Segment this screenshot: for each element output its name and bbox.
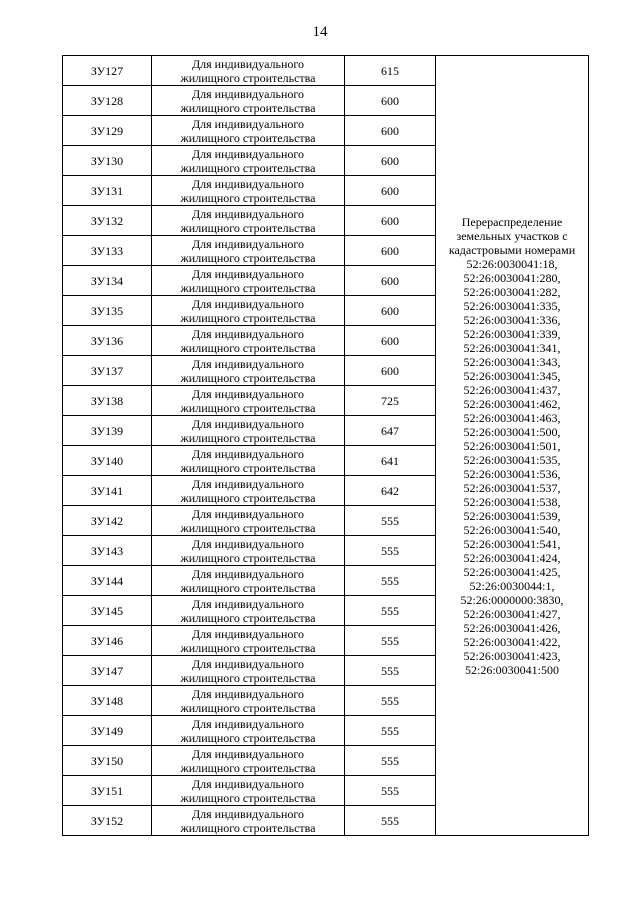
formation-method-line: 52:26:0030041:335, bbox=[463, 298, 561, 313]
area-cell: 600 bbox=[345, 326, 436, 356]
plot-code-cell: ЗУ140 bbox=[63, 446, 152, 476]
permitted-use-line: жилищного строительства bbox=[180, 760, 316, 775]
plot-code-cell: ЗУ137 bbox=[63, 356, 152, 386]
formation-method-line: 52:26:0030044:1, bbox=[469, 578, 555, 593]
permitted-use-line: Для индивидуального bbox=[191, 266, 305, 281]
area-cell: 600 bbox=[345, 236, 436, 266]
permitted-use-cell bbox=[152, 536, 345, 566]
permitted-use-line: жилищного строительства bbox=[180, 580, 316, 595]
formation-method-line: 52:26:0030041:422, bbox=[463, 634, 561, 649]
permitted-use-line: жилищного строительства bbox=[180, 490, 316, 505]
area-cell: 555 bbox=[345, 686, 436, 716]
area-cell: 555 bbox=[345, 806, 436, 836]
permitted-use-line: Для индивидуального bbox=[191, 176, 305, 191]
formation-method-line: 52:26:0030041:540, bbox=[463, 522, 561, 537]
plot-code-cell: ЗУ142 bbox=[63, 506, 152, 536]
plot-code-cell: ЗУ131 bbox=[63, 176, 152, 206]
formation-method-line: 52:26:0030041:500 bbox=[464, 662, 559, 677]
formation-method-line: кадастровыми номерами bbox=[448, 242, 576, 257]
plot-code-cell: ЗУ135 bbox=[63, 296, 152, 326]
plot-code-cell: ЗУ150 bbox=[63, 746, 152, 776]
formation-method-line: 52:26:0030041:339, bbox=[463, 326, 561, 341]
formation-method-line: 52:26:0030041:425, bbox=[463, 564, 561, 579]
area-cell: 600 bbox=[345, 146, 436, 176]
formation-method-line: 52:26:0030041:427, bbox=[463, 606, 561, 621]
permitted-use-line: Для индивидуального bbox=[191, 656, 305, 671]
permitted-use-line: жилищного строительства bbox=[180, 160, 316, 175]
formation-method-line: 52:26:0030041:501, bbox=[463, 438, 561, 453]
permitted-use-line: Для индивидуального bbox=[191, 566, 305, 581]
area-cell: 600 bbox=[345, 266, 436, 296]
permitted-use-line: Для индивидуального bbox=[191, 746, 305, 761]
permitted-use-line: жилищного строительства bbox=[180, 70, 316, 85]
permitted-use-line: жилищного строительства bbox=[180, 670, 316, 685]
permitted-use-cell bbox=[152, 656, 345, 686]
permitted-use-cell bbox=[152, 716, 345, 746]
formation-method-line: 52:26:0030041:462, bbox=[463, 396, 561, 411]
plot-code-cell: ЗУ128 bbox=[63, 86, 152, 116]
plot-code-cell: ЗУ129 bbox=[63, 116, 152, 146]
area-cell: 555 bbox=[345, 626, 436, 656]
permitted-use-line: Для индивидуального bbox=[191, 626, 305, 641]
permitted-use-cell bbox=[152, 686, 345, 716]
permitted-use-line: Для индивидуального bbox=[191, 686, 305, 701]
area-cell: 555 bbox=[345, 506, 436, 536]
formation-method-line: 52:26:0030041:538, bbox=[463, 494, 561, 509]
formation-method-line: 52:26:0030041:500, bbox=[463, 424, 561, 439]
formation-method-line: земельных участков с bbox=[456, 228, 568, 243]
area-cell: 600 bbox=[345, 356, 436, 386]
permitted-use-cell bbox=[152, 506, 345, 536]
permitted-use-line: Для индивидуального bbox=[191, 206, 305, 221]
permitted-use-cell bbox=[152, 116, 345, 146]
permitted-use-cell bbox=[152, 386, 345, 416]
permitted-use-cell bbox=[152, 326, 345, 356]
permitted-use-line: жилищного строительства bbox=[180, 250, 316, 265]
permitted-use-line: жилищного строительства bbox=[180, 340, 316, 355]
plot-code-cell: ЗУ144 bbox=[63, 566, 152, 596]
plot-code-cell: ЗУ134 bbox=[63, 266, 152, 296]
permitted-use-line: Для индивидуального bbox=[191, 776, 305, 791]
area-cell: 600 bbox=[345, 176, 436, 206]
permitted-use-cell bbox=[152, 446, 345, 476]
formation-method-line: 52:26:0030041:336, bbox=[463, 312, 561, 327]
formation-method-line: 52:26:0030041:541, bbox=[463, 536, 561, 551]
permitted-use-line: Для индивидуального bbox=[191, 146, 305, 161]
formation-method-line: 52:26:0030041:345, bbox=[463, 368, 561, 383]
permitted-use-cell bbox=[152, 206, 345, 236]
permitted-use-line: Для индивидуального bbox=[191, 116, 305, 131]
permitted-use-line: Для индивидуального bbox=[191, 716, 305, 731]
permitted-use-cell bbox=[152, 476, 345, 506]
permitted-use-cell bbox=[152, 236, 345, 266]
permitted-use-line: Для индивидуального bbox=[191, 476, 305, 491]
permitted-use-line: жилищного строительства bbox=[180, 280, 316, 295]
permitted-use-line: Для индивидуального bbox=[191, 86, 305, 101]
formation-method-line: 52:26:0030041:341, bbox=[463, 340, 561, 355]
permitted-use-cell bbox=[152, 86, 345, 116]
plot-code-cell: ЗУ139 bbox=[63, 416, 152, 446]
plot-code-cell: ЗУ149 bbox=[63, 716, 152, 746]
area-cell: 555 bbox=[345, 566, 436, 596]
plot-code-cell: ЗУ127 bbox=[63, 56, 152, 86]
formation-method-line: 52:26:0030041:536, bbox=[463, 466, 561, 481]
area-cell: 555 bbox=[345, 746, 436, 776]
formation-method-line: 52:26:0030041:424, bbox=[463, 550, 561, 565]
permitted-use-cell bbox=[152, 776, 345, 806]
formation-method-line: 52:26:0030041:18, bbox=[466, 256, 558, 271]
plot-code-cell: ЗУ147 bbox=[63, 656, 152, 686]
formation-method-line: Перераспределение bbox=[461, 214, 563, 229]
formation-method-line: 52:26:0030041:426, bbox=[463, 620, 561, 635]
permitted-use-line: Для индивидуального bbox=[191, 416, 305, 431]
formation-method-line: 52:26:0030041:280, bbox=[463, 270, 561, 285]
permitted-use-line: Для индивидуального bbox=[191, 506, 305, 521]
plot-code-cell: ЗУ136 bbox=[63, 326, 152, 356]
permitted-use-line: жилищного строительства bbox=[180, 370, 316, 385]
page-number: 14 bbox=[312, 24, 328, 40]
permitted-use-line: жилищного строительства bbox=[180, 550, 316, 565]
permitted-use-line: Для индивидуального bbox=[191, 596, 305, 611]
permitted-use-line: жилищного строительства bbox=[180, 700, 316, 715]
land-plots-table bbox=[62, 55, 589, 836]
area-cell: 600 bbox=[345, 86, 436, 116]
area-cell: 555 bbox=[345, 656, 436, 686]
formation-method-line: 52:26:0030041:535, bbox=[463, 452, 561, 467]
formation-method-line: 52:26:0030041:423, bbox=[463, 648, 561, 663]
permitted-use-line: Для индивидуального bbox=[191, 236, 305, 251]
formation-method-line: 52:26:0030041:343, bbox=[463, 354, 561, 369]
formation-method-line: 52:26:0000000:3830, bbox=[460, 592, 564, 607]
plot-code-cell: ЗУ143 bbox=[63, 536, 152, 566]
formation-method-line: 52:26:0030041:539, bbox=[463, 508, 561, 523]
plot-code-cell: ЗУ148 bbox=[63, 686, 152, 716]
permitted-use-cell bbox=[152, 596, 345, 626]
formation-method-line: 52:26:0030041:537, bbox=[463, 480, 561, 495]
formation-method-line: 52:26:0030041:463, bbox=[463, 410, 561, 425]
permitted-use-line: жилищного строительства bbox=[180, 790, 316, 805]
permitted-use-cell bbox=[152, 266, 345, 296]
permitted-use-cell bbox=[152, 416, 345, 446]
plot-code-cell: ЗУ146 bbox=[63, 626, 152, 656]
permitted-use-line: жилищного строительства bbox=[180, 190, 316, 205]
plot-code-cell: ЗУ138 bbox=[63, 386, 152, 416]
plot-code-cell: ЗУ132 bbox=[63, 206, 152, 236]
permitted-use-cell bbox=[152, 146, 345, 176]
permitted-use-line: Для индивидуального bbox=[191, 386, 305, 401]
area-cell: 647 bbox=[345, 416, 436, 446]
permitted-use-line: жилищного строительства bbox=[180, 640, 316, 655]
permitted-use-cell bbox=[152, 296, 345, 326]
permitted-use-line: жилищного строительства bbox=[180, 610, 316, 625]
permitted-use-cell bbox=[152, 356, 345, 386]
permitted-use-line: жилищного строительства bbox=[180, 100, 316, 115]
plot-code-cell: ЗУ133 bbox=[63, 236, 152, 266]
permitted-use-line: Для индивидуального bbox=[191, 56, 305, 71]
formation-method-line: 52:26:0030041:437, bbox=[463, 382, 561, 397]
area-cell: 615 bbox=[345, 56, 436, 86]
plot-code-cell: ЗУ152 bbox=[63, 806, 152, 836]
permitted-use-line: жилищного строительства bbox=[180, 820, 316, 835]
permitted-use-cell bbox=[152, 806, 345, 836]
formation-method-cell bbox=[436, 56, 589, 836]
table-row bbox=[63, 56, 589, 86]
area-cell: 555 bbox=[345, 716, 436, 746]
permitted-use-line: жилищного строительства bbox=[180, 400, 316, 415]
permitted-use-cell bbox=[152, 626, 345, 656]
permitted-use-line: Для индивидуального bbox=[191, 296, 305, 311]
permitted-use-cell bbox=[152, 56, 345, 86]
area-cell: 555 bbox=[345, 536, 436, 566]
permitted-use-line: жилищного строительства bbox=[180, 130, 316, 145]
permitted-use-line: жилищного строительства bbox=[180, 430, 316, 445]
area-cell: 641 bbox=[345, 446, 436, 476]
permitted-use-cell bbox=[152, 746, 345, 776]
area-cell: 600 bbox=[345, 206, 436, 236]
permitted-use-line: жилищного строительства bbox=[180, 310, 316, 325]
area-cell: 555 bbox=[345, 596, 436, 626]
permitted-use-cell bbox=[152, 176, 345, 206]
permitted-use-line: жилищного строительства bbox=[180, 730, 316, 745]
land-plots-table-body bbox=[63, 56, 589, 836]
area-cell: 725 bbox=[345, 386, 436, 416]
plot-code-cell: ЗУ151 bbox=[63, 776, 152, 806]
permitted-use-cell bbox=[152, 566, 345, 596]
permitted-use-line: Для индивидуального bbox=[191, 806, 305, 821]
plot-code-cell: ЗУ145 bbox=[63, 596, 152, 626]
area-cell: 555 bbox=[345, 776, 436, 806]
permitted-use-line: жилищного строительства bbox=[180, 460, 316, 475]
area-cell: 642 bbox=[345, 476, 436, 506]
permitted-use-line: Для индивидуального bbox=[191, 446, 305, 461]
permitted-use-line: Для индивидуального bbox=[191, 356, 305, 371]
plot-code-cell: ЗУ141 bbox=[63, 476, 152, 506]
permitted-use-line: Для индивидуального bbox=[191, 536, 305, 551]
area-cell: 600 bbox=[345, 116, 436, 146]
permitted-use-line: жилищного строительства bbox=[180, 520, 316, 535]
permitted-use-line: жилищного строительства bbox=[180, 220, 316, 235]
area-cell: 600 bbox=[345, 296, 436, 326]
plot-code-cell: ЗУ130 bbox=[63, 146, 152, 176]
permitted-use-line: Для индивидуального bbox=[191, 326, 305, 341]
formation-method-line: 52:26:0030041:282, bbox=[463, 284, 561, 299]
